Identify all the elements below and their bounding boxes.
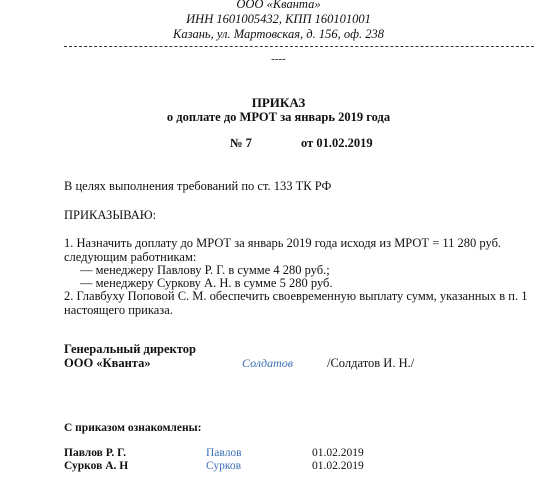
acquainted-heading: С приказом ознакомлены: bbox=[64, 422, 202, 434]
order-number: № 7 bbox=[230, 136, 252, 150]
director-signature: Солдатов bbox=[242, 356, 293, 370]
item-1-sub-b: — менеджеру Суркову А. Н. в сумме 5 280 руб. bbox=[80, 276, 333, 290]
signer-org: ООО «Кванта» bbox=[64, 356, 151, 370]
director-name: /Солдатов И. Н./ bbox=[327, 356, 415, 370]
purpose-text: В целях выполнения требований по ст. 133 ТК РФ bbox=[64, 179, 332, 193]
item-1-line-2: следующим работникам: bbox=[64, 250, 197, 264]
acquainted-signature: Павлов bbox=[206, 447, 242, 459]
acquainted-date: 01.02.2019 bbox=[312, 460, 364, 472]
acquainted-name: Павлов Р. Г. bbox=[64, 447, 126, 459]
item-2-line-1: 2. Главбуху Поповой С. М. обеспечить своевременную выплату сумм, указанных в п. 1 bbox=[64, 289, 528, 303]
signer-position: Генеральный директор bbox=[64, 342, 196, 356]
order-date: от 01.02.2019 bbox=[301, 136, 373, 150]
order-heading: ПРИКАЗ bbox=[251, 95, 306, 110]
item-1-sub-a: — менеджеру Павлову Р. Г. в сумме 4 280 руб.; bbox=[80, 263, 330, 277]
acquainted-signature: Сурков bbox=[206, 460, 242, 472]
address: Казань, ул. Мартовская, д. 156, оф. 238 bbox=[173, 27, 384, 41]
order-subtitle: о доплате до МРОТ за январь 2019 года bbox=[166, 110, 391, 124]
item-2-line-2: настоящего приказа. bbox=[64, 303, 173, 317]
acquainted-name: Сурков А. Н bbox=[64, 460, 129, 472]
item-1-line-1: 1. Назначить доплату до МРОТ за январь 2019 года исходя из МРОТ = 11 280 руб. bbox=[64, 236, 502, 250]
org-name: ООО «Кванта» bbox=[236, 0, 321, 11]
order-word: ПРИКАЗЫВАЮ: bbox=[64, 208, 157, 222]
inn-kpp: ИНН 1601005432, КПП 160101001 bbox=[186, 12, 371, 26]
acquainted-date: 01.02.2019 bbox=[312, 447, 364, 459]
header-divider bbox=[64, 46, 534, 47]
short-dash: ---- bbox=[271, 53, 286, 65]
